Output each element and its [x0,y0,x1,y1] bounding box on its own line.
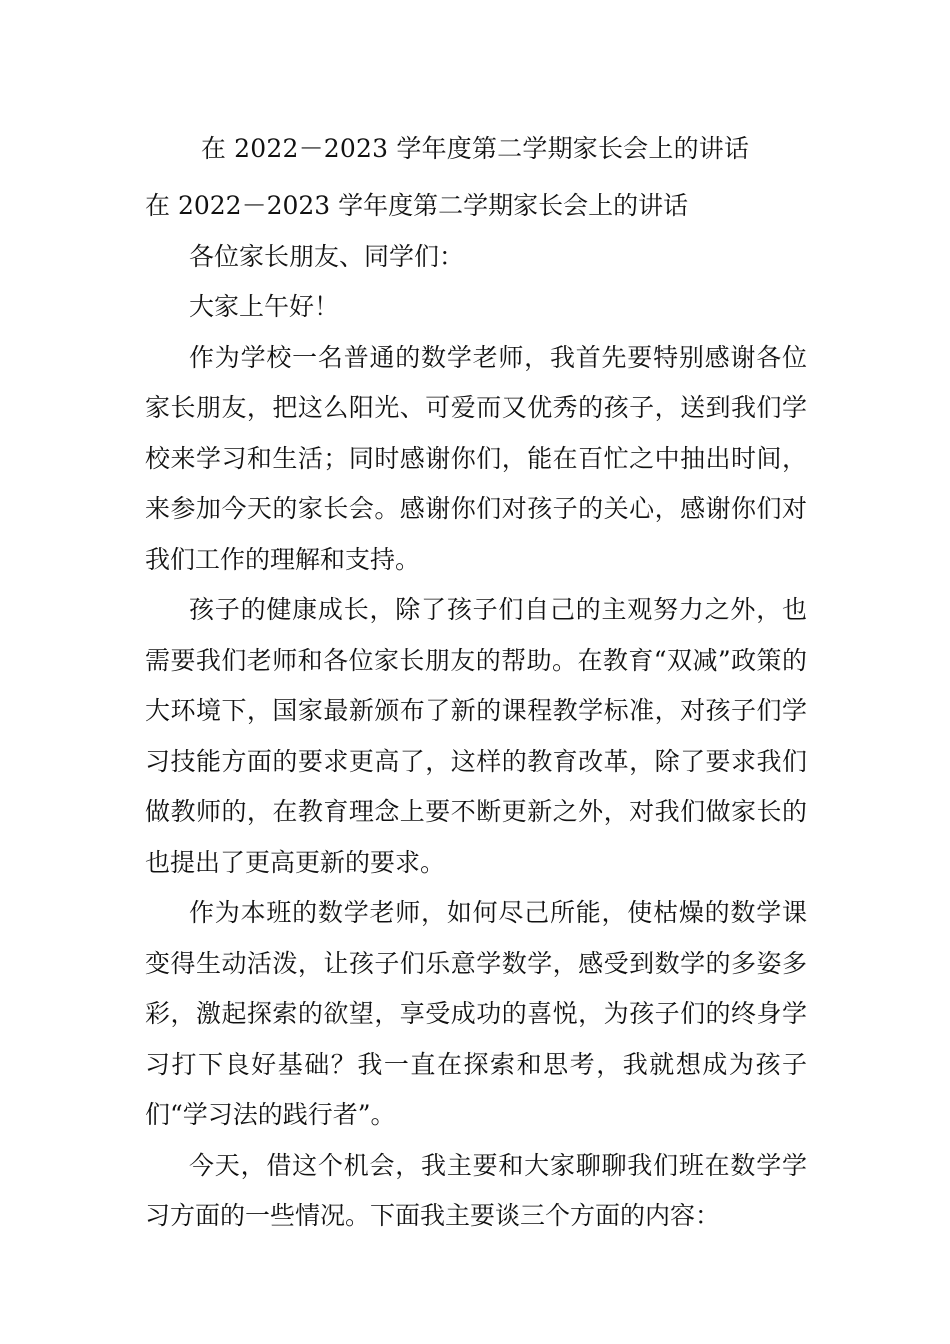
header-title: 在 2022－2023 学年度第二学期家长会上的讲话 [200,134,750,163]
salutation: 各位家长朋友、同学们： [189,241,465,271]
paragraph-1: 作为学校一名普通的数学老师，我首先要特别感谢各位家长朋友，把这么阳光、可爱而又优秀的孩子，送到我们学校来学习和生活；同时感谢你们，能在百忙之中抽出时间，来参加今天的家长会。感谢你们对孩子的关心，感谢你们对我们工作的理解和支持。 [145,342,807,574]
greeting: 大家上午好！ [189,292,340,321]
document-body [145,181,807,1242]
paragraph-3: 作为本班的数学老师，如何尽己所能，使枯燥的数学课变得生动活泼，让孩子们乐意学数学，感受到数学的多姿多彩，激起探索的欲望，享受成功的喜悦，为孩子们的终身学习打下良好基础？我一直在探索和思考，我就想成为孩子们“学习法的践行者”。 [145,898,807,1129]
paragraph-4: 今天，借这个机会，我主要和大家聊聊我们班在数学学习方面的一些情况。下面我主要谈三个方面的内容： [145,1150,807,1230]
document-title: 在 2022－2023 学年度第二学期家长会上的讲话 [145,191,689,220]
paragraph-2: 孩子的健康成长，除了孩子们自己的主观努力之外，也需要我们老师和各位家长朋友的帮助。在教育“双减”政策的大环境下，国家最新颁布了新的课程教学标准，对孩子们学习技能方面的要求更高了，这样的教育改革，除了要求我们做教师的，在教育理念上要不断更新之外，对我们做家长的也提出了更高更新的要求。 [145,595,807,877]
